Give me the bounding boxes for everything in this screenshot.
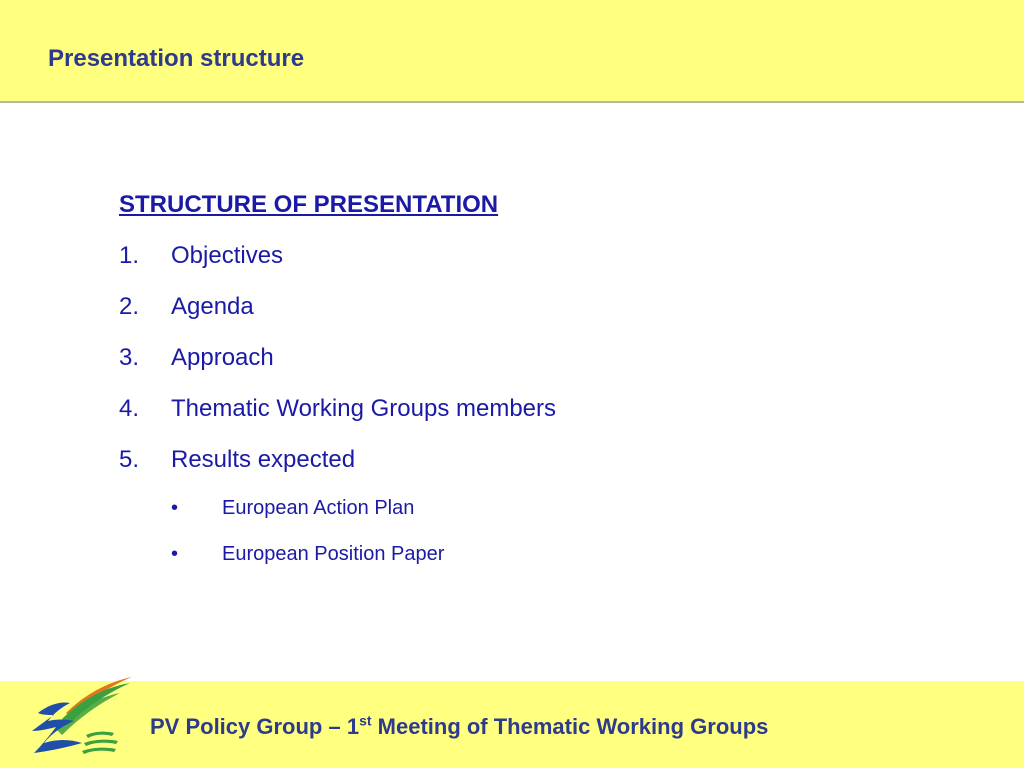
footer-caption [150,712,768,742]
list-item-label: Approach [171,344,274,371]
list-item-label: Results expected [171,446,356,473]
bullet-icon: • [171,543,179,565]
list-item-label: Agenda [171,293,254,320]
footer-caption-end: Meeting of Thematic Working Groups [371,714,769,739]
sub-list-item [119,494,556,522]
list-item [119,290,556,324]
list-item-number: 3. [119,344,140,371]
footer-caption-superscript: st [359,712,372,729]
sub-list-item-label: European Position Paper [222,543,445,565]
list-item [119,443,556,477]
sub-list-item [119,540,556,568]
list-item-number: 1. [119,242,140,269]
list-item-label: Objectives [171,242,284,269]
list-item [119,239,556,273]
pv-policy-group-logo-icon [26,673,136,757]
list-item-label: Thematic Working Groups members [171,395,557,422]
bullet-icon: • [171,497,179,519]
list-item-number: 4. [119,395,140,422]
list-item [119,392,556,426]
footer-caption-start: PV Policy Group – 1 [150,714,360,739]
list-item-number: 5. [119,446,140,473]
section-heading: STRUCTURE OF PRESENTATION [119,191,499,218]
list-item-number: 2. [119,293,140,320]
list-item [119,341,556,375]
slide-content [119,188,556,586]
slide-title: Presentation structure [48,45,305,72]
sub-list-item-label: European Action Plan [222,497,415,519]
header-band [0,0,1024,103]
